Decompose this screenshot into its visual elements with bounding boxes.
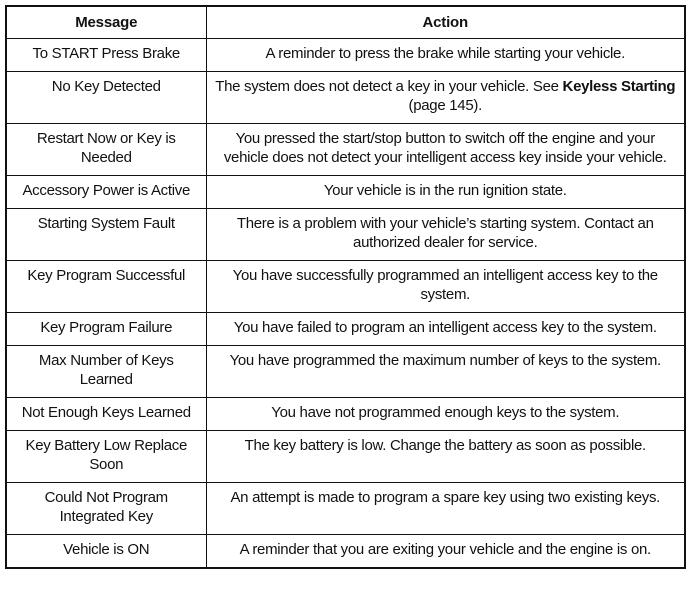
table-row [6,176,685,209]
message-cell: Key Program Failure [6,313,206,346]
action-cell: The system does not detect a key in your vehicle. See Keyless Starting (page 145). [206,72,685,124]
table-row [6,209,685,261]
table-row [6,261,685,313]
action-cell: The key battery is low. Change the battery as soon as possible. [206,431,685,483]
action-cell: Your vehicle is in the run ignition state. [206,176,685,209]
action-cell: You have programmed the maximum number of keys to the system. [206,346,685,398]
action-cell: You have failed to program an intelligent access key to the system. [206,313,685,346]
message-cell: Vehicle is ON [6,535,206,569]
column-header-action: Action [206,6,685,39]
table-row [6,483,685,535]
action-cell: A reminder that you are exiting your vehicle and the engine is on. [206,535,685,569]
message-cell: No Key Detected [6,72,206,124]
message-cell: Could Not Program Integrated Key [6,483,206,535]
table-row [6,431,685,483]
message-cell: Accessory Power is Active [6,176,206,209]
table-row [6,313,685,346]
action-cell: An attempt is made to program a spare key using two existing keys. [206,483,685,535]
action-cell: You have successfully programmed an intelligent access key to the system. [206,261,685,313]
column-header-message: Message [6,6,206,39]
message-cell: Restart Now or Key is Needed [6,124,206,176]
action-cell: You have not programmed enough keys to the system. [206,398,685,431]
message-cell: Not Enough Keys Learned [6,398,206,431]
table-row [6,39,685,72]
action-cell: There is a problem with your vehicle’s starting system. Contact an authorized dealer for service. [206,209,685,261]
message-cell: To START Press Brake [6,39,206,72]
message-cell: Key Program Successful [6,261,206,313]
table-row [6,72,685,124]
message-cell: Starting System Fault [6,209,206,261]
header-row [6,6,685,39]
action-cell: You pressed the start/stop button to switch off the engine and your vehicle does not detect your intelligent access key inside your vehicle. [206,124,685,176]
action-cell: A reminder to press the brake while starting your vehicle. [206,39,685,72]
table-row [6,535,685,569]
message-cell: Max Number of Keys Learned [6,346,206,398]
table-row [6,124,685,176]
table-body [6,39,685,569]
table-row [6,398,685,431]
message-cell: Key Battery Low Replace Soon [6,431,206,483]
table-row [6,346,685,398]
message-action-table [5,5,686,569]
